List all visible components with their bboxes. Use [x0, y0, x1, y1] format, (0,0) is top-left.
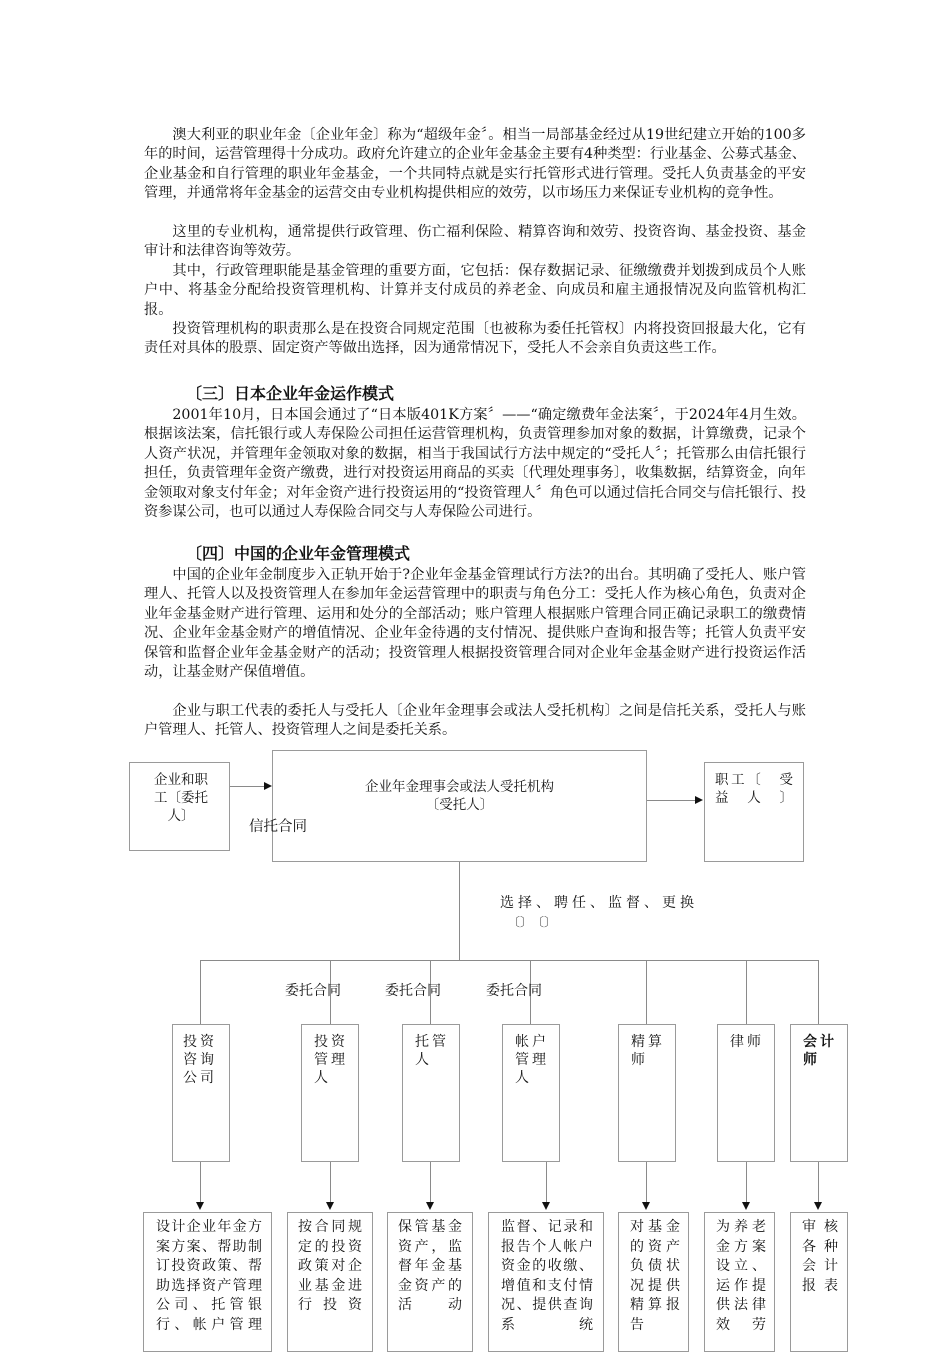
duty-box-investment-manager: [287, 1212, 373, 1352]
role-box-actuary: [618, 1024, 676, 1162]
drop-line-5: [646, 960, 647, 1024]
duty-text-actuary: 对基金的资产负债状况提供精算报告: [630, 1219, 680, 1333]
trust-contract-label: 信托合同: [249, 819, 307, 835]
duty-arrow-line-6: [746, 1162, 747, 1204]
drop-line-7: [818, 960, 819, 1024]
drop-line-6: [746, 960, 747, 1024]
principal-box: [129, 762, 230, 851]
principal-label: 企业和职工〔委托人〕: [154, 772, 208, 824]
distribution-line: [200, 960, 819, 961]
duty-text-investment-manager: 按合同规定的投资政策对企业基金进行投资: [298, 1219, 362, 1313]
role-box-custodian: [402, 1024, 460, 1162]
role-box-investment-consultant: [172, 1024, 230, 1162]
duty-arrow-head-1: [196, 1202, 204, 1210]
paragraph-australia: 澳大利亚的职业年金〔企业年金〕称为“超级年金〞。相当一局部基金经过从19世纪建立开始的100多年的时间，运营管理得十分成功。政府允许建立的企业年金基金主要有4种类型：行业基金、公募式基金、企业基金和自行管理的职业年金基金，一个共同特点就是实行托管形式进行管理。受托人负责基金的平安管理，并通常将年金基金的运营交由专业机构提供相应的效劳，以市场压力来保证专业机构的竞争性。: [144, 127, 806, 202]
entrust-contract-label-3: 委托合同: [486, 983, 542, 999]
duty-arrow-head-7: [814, 1202, 822, 1210]
entrust-contract-label-1: 委托合同: [285, 983, 341, 999]
benefit-arrow-line: [647, 800, 697, 801]
duty-text-lawyer: 为养老金方案设立、运作提供法律效劳: [716, 1219, 766, 1333]
paragraph-administration: 其中，行政管理职能是基金管理的重要方面，它包括：保存数据记录、征缴缴费并划拨到成员个人账户中、将基金分配给投资管理机构、计算并支付成员的养老金、向成员和雇主通报情况及向监管机构汇报。: [144, 263, 806, 318]
role-label-custodian: 托管人: [415, 1034, 449, 1068]
role-label-investment-manager: 投资管理人: [314, 1034, 348, 1086]
paragraph-china: 中国的企业年金制度步入正轨开始于?企业年金基金管理试行方法?的出台。其明确了受托人、账户管理人、托管人以及投资管理人在参加年金运营管理中的职责与角色分工：受托人作为核心角色，负责对企业年金基金财产进行管理、运用和处分的全部活动；账户管理人根据账户管理合同正确记录职工的缴费情况、企业年金基金财产的增值情况、企业年金待遇的支付情况、提供账户查询和报告等；托管人负责平安保管和监督企业年金基金财产的活动；投资管理人根据投资管理合同对企业年金基金财产进行投资运作活动，让基金财产保值增值。: [144, 567, 806, 681]
benefit-arrow-head: [695, 796, 703, 804]
duty-arrow-head-5: [642, 1202, 650, 1210]
role-label-investment-consultant: 投资咨询公司: [183, 1034, 217, 1086]
duty-box-investment-consultant: [143, 1212, 272, 1352]
role-box-investment-manager: [301, 1024, 359, 1162]
duty-text-custodian: 保管基金资产，监督年金基金资产的活动: [398, 1219, 462, 1313]
paragraph-investment-management: 投资管理机构的职责那么是在投资合同规定范围〔也被称为委任托管权〕内将投资回报最大化，它有责任对具体的股票、固定资产等做出选择，因为通常情况下，受托人不会亲自负责这些工作。: [144, 321, 806, 357]
duty-box-lawyer: [704, 1212, 775, 1352]
role-box-lawyer: [717, 1024, 775, 1162]
role-box-accountant: [790, 1024, 848, 1162]
duty-text-investment-consultant: 设计企业年金方案方案、帮助制订投资政策、帮助选择资产管理公司、托管银行、帐户管理: [156, 1219, 262, 1333]
trustee-label: 企业年金理事会或法人受托机构: [365, 779, 554, 795]
trust-arrow-line: [230, 786, 266, 787]
section-heading-china: 〔四〕中国的企业年金管理模式: [186, 544, 411, 563]
duty-arrow-head-2: [326, 1202, 334, 1210]
duty-box-account-manager: [488, 1212, 604, 1352]
duty-arrow-line-2: [330, 1162, 331, 1204]
duty-arrow-head-3: [426, 1202, 434, 1210]
section-heading-japan: 〔三〕日本企业年金运作模式: [186, 384, 395, 403]
paragraph-japan: 2001年10月，日本国会通过了“日本版401K方案〞——“确定缴费年金法案〞，于2024年4月生效。根据该法案，信托银行或人寿保险公司担任运营管理机构，负责管理参加对象的数据，计算缴费，记录个人资产状况，并管理年金领取对象的数据，相当于我国试行方法中规定的“受托人〞；托管那么由信托银行担任，负责管理年金资产缴费，进行对投资运用商品的买卖〔代理处理事务〕，收集数据，结算资金，向年金领取对象支付年金；对年金资产进行投资运用的“投资管理人〞角色可以通过信托合同交与信托银行、投资参谋公司，也可以通过人寿保险合同交与人寿保险公司进行。: [144, 407, 806, 521]
drop-line-1: [200, 960, 201, 1024]
paragraph-relationship: 企业与职工代表的委托人与受托人〔企业年金理事会或法人受托机构〕之间是信托关系，受托人与账户管理人、托管人、投资管理人之间是委托关系。: [144, 703, 806, 739]
role-label-accountant: 会计师: [803, 1034, 837, 1068]
duty-box-custodian: [387, 1212, 473, 1352]
duty-arrow-line-5: [646, 1162, 647, 1204]
duty-box-accountant: [790, 1212, 848, 1352]
role-label-lawyer: 律师: [730, 1034, 764, 1050]
trunk-line: [459, 862, 460, 960]
trust-arrow-head: [264, 782, 272, 790]
duty-arrow-line-1: [200, 1162, 201, 1204]
entrust-contract-label-2: 委托合同: [385, 983, 441, 999]
select-appoint-label: 选择、聘任、监督、更换: [500, 895, 698, 911]
duty-arrow-line-7: [818, 1162, 819, 1204]
duty-box-actuary: [618, 1212, 689, 1352]
paragraph-professional-agencies: 这里的专业机构，通常提供行政管理、伤亡福利保险、精算咨询和效劳、投资咨询、基金投资、基金审计和法律咨询等效劳。: [144, 224, 806, 260]
duty-arrow-line-4: [546, 1162, 547, 1204]
duty-text-account-manager: 监督、记录和报告个人帐户资金的收缴、增值和支付情况、提供查询系统: [501, 1219, 593, 1333]
role-label-account-manager: 帐户管理人: [515, 1034, 549, 1086]
duty-text-accountant: 审核各种会计报表: [802, 1219, 838, 1294]
trustee-box: [272, 750, 647, 862]
duty-arrow-head-4: [542, 1202, 550, 1210]
duty-arrow-line-3: [430, 1162, 431, 1204]
trustee-role: 〔受托人〕: [425, 797, 494, 813]
select-appoint-brackets: 〔〕 〔〕: [508, 915, 557, 929]
role-label-actuary: 精算师: [631, 1034, 665, 1068]
duty-arrow-head-6: [742, 1202, 750, 1210]
beneficiary-box: [704, 762, 807, 862]
role-box-account-manager: [502, 1024, 560, 1162]
beneficiary-label: 职工〔 受 益人〕: [715, 772, 807, 806]
